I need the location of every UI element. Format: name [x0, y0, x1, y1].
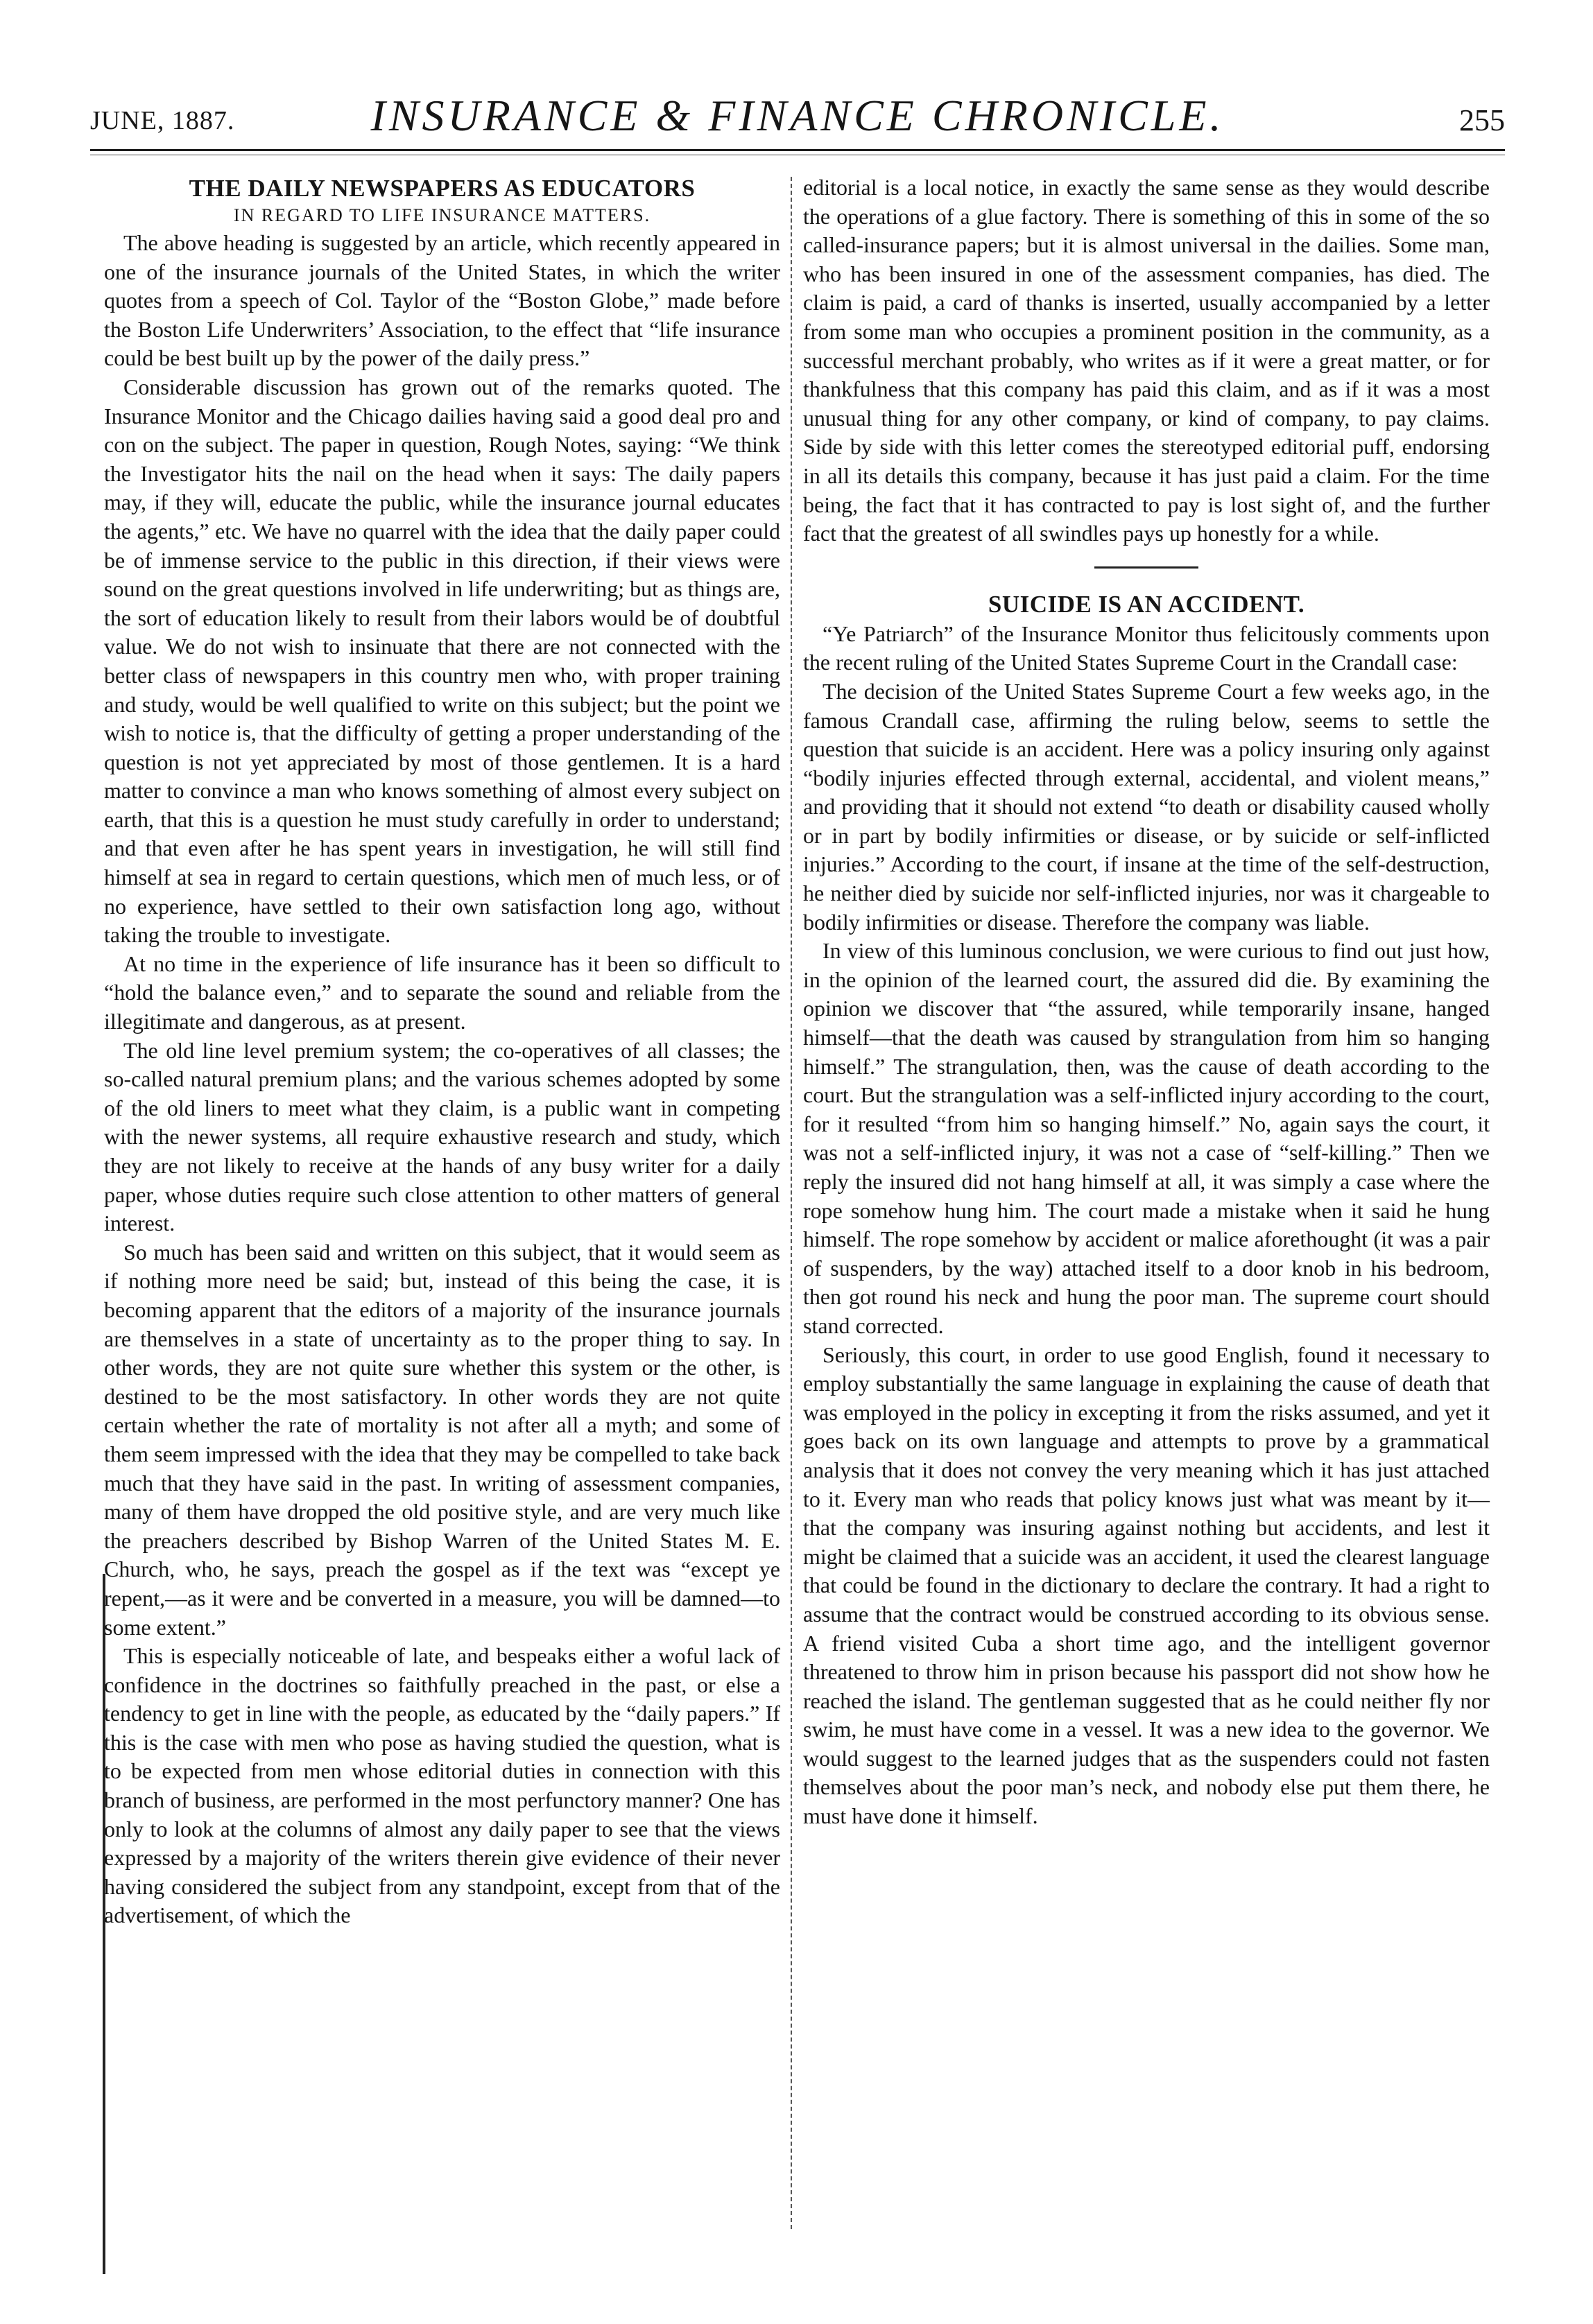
issue-date: JUNE, 1887.	[90, 106, 235, 135]
page-header	[90, 83, 1505, 146]
paragraph: The old line level premium system; the co-operatives of all classes; the so-called natural premium plans; and the various schemes adopted by some of the old liners to meet what they claim, is a public want in competing with the newer systems, all require exhaustive research and study, which they are not likely to receive at the hands of any busy writer for a daily paper, whose duties require such close attention to other matters of general interest.	[104, 1037, 780, 1236]
article-title: SUICIDE IS AN ACCIDENT.	[988, 590, 1305, 618]
left-column	[104, 173, 780, 1930]
page-number: 255	[1459, 103, 1505, 137]
paragraph: In view of this luminous conclusion, we were curious to find out just how, in the opinion of the learned court, the assured did die. By examining the opinion we discover that “the assured, while temporarily insane, hanged himself—that the death was caused by strangulation from him so hanging himself.” The strangulation, then, was the cause of death according to the court. But the strangulation was a self-inflicted injury according to the court, for it resulted “from him so hanging himself.” No, again says the court, it was not a self-inflicted injury, it was not a case of “self-killing.” Then we reply the insured did not hang himself at all, it was simply a case where the rope somehow hung him. The court made a mistake when it said he hung himself. The rope somehow by accident or malice aforethought (it was a pair of suspenders, by the way) attached itself to a door knob in his bedroom, then got round his neck and hung the poor man. The supreme court should stand corrected.	[803, 938, 1490, 1338]
paragraph: This is especially noticeable of late, and bespeaks either a woful lack of confidence in the doctrines so faithfully preached in the past, or else a tendency to get in line with the people, as educated by the “daily papers.” If this is the case with men who pose as having studied the question, what is to be expected from men whose editorial duties in connection with this branch of business, are performed in the most perfunctory manner? One has only to look at the columns of almost any daily paper to see that the views expressed by a majority of the writers therein give evidence of their never having considered the subject from any standpoint, except from that of the advertisement, of which the	[104, 1643, 780, 1928]
paragraph: Seriously, this court, in order to use good English, found it necessary to employ substantially the same language in explaining the cause of death that was employed in the policy in excepting it from the risks assumed, and yet it goes back on its own language and attempts to prove by a grammatical analysis that it does not convey the very meaning which it has just attached to it. Every man who reads that policy knows just what was meant by it—that the company was insuring against nothing but accidents, and lest it might be claimed that a suicide was an accident, it used the clearest language that could be found in the dictionary to declare the contrary. It had a right to assume that the contract would be construed according to its obvious sense. A friend visited Cuba a short time ago, and the intelligent governor threatened to throw him in prison because his passport did not show how he reached the island. The gentleman suggested that as he could neither fly nor swim, he must have come in a vessel. It was a new idea to the governor. We would suggest to the learned judges that as the suspenders could not fasten themselves about the poor man’s neck, and nobody else put them there, he must have done it himself.	[803, 1342, 1490, 1829]
article-title: THE DAILY NEWSPAPERS AS EDUCATORS	[189, 175, 696, 202]
paragraph: At no time in the experience of life insurance has it been so difficult to “hold the balance even,” and to separate the sound and reliable from the illegitimate and dangerous, as at present.	[104, 951, 780, 1034]
right-column	[803, 173, 1490, 1831]
article-separator	[1094, 566, 1198, 569]
paragraph: The above heading is suggested by an article, which recently appeared in one of the insurance journals of the United States, in which the writer quotes from a speech of Col. Taylor of the “Boston Globe,” made before the Boston Life Underwriters’ Association, to the effect that “life insurance could be best built up by the power of the daily press.”	[104, 230, 780, 371]
paragraph: So much has been said and written on this subject, that it would seem as if nothing more need be said; but, instead of this being the case, it is becoming apparent that the editors of a majority of the insurance journals are themselves in a state of uncertainty as to the proper thing to say. In other words, they are not quite sure whether this system or the other, is destined to be the most satisfactory. In other words they are not quite certain whether the rate of mortality is not after all a myth; and some of them seem impressed with the idea that they may be compelled to take back much that they have said in the past. In writing of assessment companies, many of them have dropped the old positive style, and are very much like the preachers described by Bishop Warren of the United States M. E. Church, who, he says, preach the gospel as if the text was “except ye repent,—as it were and be converted in a measure, you will be damned—to some extent.”	[104, 1239, 780, 1640]
header-rule	[90, 149, 1505, 151]
paragraph-continued: editorial is a local notice, in exactly the same sense as they would describe the operations of a glue factory. There is something of this in some of the so called-insurance papers; but it is almost universal in the dailies. Some man, who has been insured in one of the assessment companies, has died. The claim is paid, a card of thanks is inserted, usually accompanied by a letter from some man who occupies a prominent position in the community, as a successful merchant probably, who writes as if it were a great matter, or for thankfulness that this company has paid this claim, and as if it was a most unusual thing for any other company, or kind of company, to pay claims. Side by side with this letter comes the stereotyped editorial puff, endorsing in all its details this company, because it has just paid a claim. For the time being, the fact that it has contracted to pay is lost sight of, and the further fact that the greatest of all swindles pays up honestly for a while.	[803, 175, 1490, 546]
article-subtitle: IN REGARD TO LIFE INSURANCE MATTERS.	[233, 205, 651, 225]
publication-title: INSURANCE & FINANCE CHRONICLE.	[370, 91, 1225, 140]
column-divider	[791, 177, 792, 2229]
paragraph: Considerable discussion has grown out of the remarks quoted. The Insurance Monitor and the Chicago dailies having said a good deal pro and con on the subject. The paper in question, Rough Notes, saying: “We think the Investigator hits the nail on the head when it says: The daily papers may, if they will, educate the public, while the insurance journal educates the agents,” etc. We have no quarrel with the idea that the daily paper could be of immense service to the public in this direction, if their views were sound on the great questions involved in life underwriting; but as things are, the sort of education likely to result from their labors would be of doubtful value. We do not wish to insinuate that there are not connected with the better class of newspapers in this country men who, with proper training and study, would be well qualified to write on this subject; but the point we wish to notice is, that the difficulty of getting a proper understanding of the question is not yet appreciated by most of those gentlemen. It is a hard matter to convince a man who knows something of almost every subject on earth, that this is a question he must study carefully in order to understand; and that even after he has spent years in investigation, he will still find himself at sea in regard to certain questions, which men of much less, or of no experience, have settled to their own satisfaction long ago, without taking the trouble to investigate.	[104, 374, 780, 948]
paragraph: The decision of the United States Supreme Court a few weeks ago, in the famous Crandall case, affirming the ruling below, seems to settle the question that suicide is an accident. Here was a policy insuring only against “bodily injuries effected through external, accidental, and violent means,” and providing that it should not extend “to death or disability caused wholly or in part by bodily infirmities or disease, or by suicide or self-inflicted injuries.” According to the court, if insane at the time of the self-destruction, he neither died by suicide nor self-inflicted injuries, nor was it chargeable to bodily infirmities or disease. Therefore the company was liable.	[803, 678, 1490, 935]
paragraph: “Ye Patriarch” of the Insurance Monitor thus felicitously comments upon the recent ruling of the United States Supreme Court in the Crandall case:	[803, 621, 1490, 675]
